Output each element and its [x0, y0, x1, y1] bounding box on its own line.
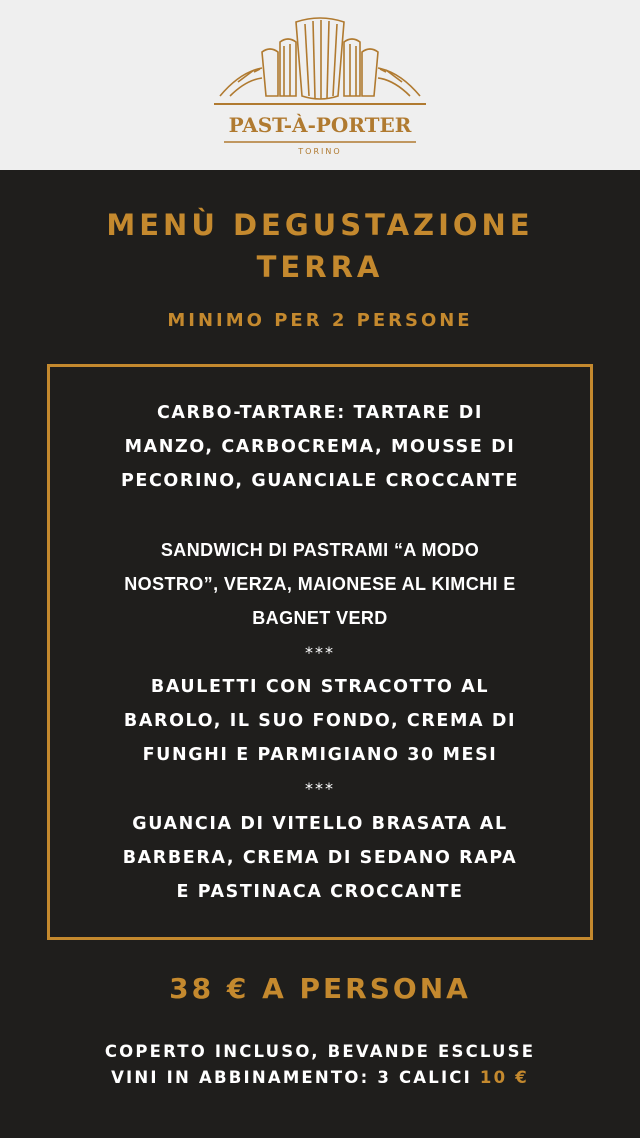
dish-1-line: PECORINO, GUANCIALE CROCCANTE	[120, 471, 520, 491]
price-per-person: 38 € A PERSONA	[169, 972, 471, 1005]
separator: ***	[305, 643, 335, 662]
wine-pairing-label: VINI IN ABBINAMENTO: 3 CALICI	[111, 1068, 472, 1087]
dish-3-line: BAROLO, IL SUO FONDO, CREMA DI	[123, 711, 517, 731]
logo-brand: PAST-À-PORTER	[228, 113, 412, 137]
dish-2	[60, 533, 580, 635]
menu-title: MENÙ DEGUSTAZIONE	[106, 208, 534, 242]
dish-2-line: NOSTRO”, VERZA, MAIONESE AL KIMCHI E	[124, 574, 516, 594]
wine-pairing-price: 10 €	[479, 1068, 529, 1087]
menu-title-line2: TERRA	[256, 250, 384, 284]
dish-4-line: GUANCIA DI VITELLO BRASATA AL	[132, 814, 508, 834]
menu-subtitle: MINIMO PER 2 PERSONE	[167, 310, 473, 331]
dish-4-line: BARBERA, CREMA DI SEDANO RAPA	[122, 848, 518, 868]
dish-1-line: CARBO-TARTARE: TARTARE DI	[156, 403, 484, 423]
dish-4-line: E PASTINACA CROCCANTE	[176, 882, 464, 902]
dish-3-line: BAULETTI CON STRACOTTO AL	[150, 677, 490, 697]
dish-2-line: BAGNET VERD	[252, 608, 388, 628]
pasta-wheat-logo	[210, 12, 430, 158]
footer-coperto: COPERTO INCLUSO, BEVANDE ESCLUSE	[104, 1042, 536, 1061]
footer-wine	[0, 1068, 640, 1087]
dish-3-line: FUNGHI E PARMIGIANO 30 MESI	[142, 745, 498, 765]
dish-1	[60, 396, 580, 498]
dish-3	[60, 670, 580, 772]
logo-city: TORINO	[298, 147, 342, 156]
header	[0, 0, 640, 170]
dish-2-line: SANDWICH DI PASTRAMI “A MODO	[160, 540, 480, 560]
separator: ***	[305, 779, 335, 798]
dish-4	[60, 807, 580, 909]
dish-1-line: MANZO, CARBOCREMA, MOUSSE DI	[124, 437, 516, 457]
